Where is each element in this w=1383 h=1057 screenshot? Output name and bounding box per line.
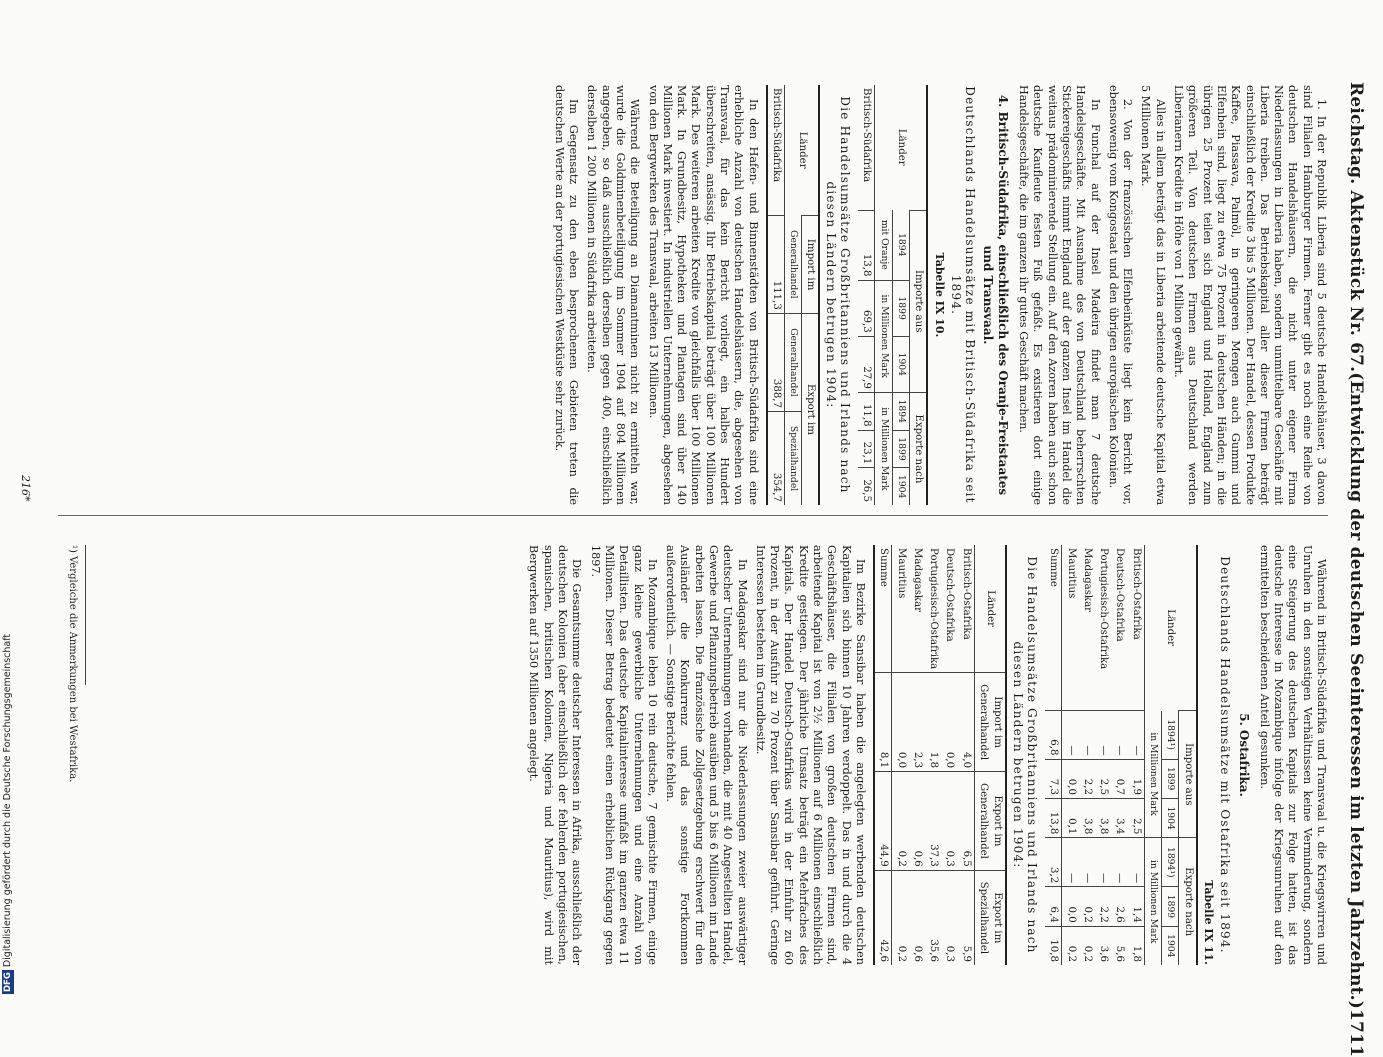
table-row bbox=[858, 85, 875, 505]
header-oranje: mit Oranje bbox=[875, 210, 892, 280]
row-name: Deutsch-Ostafrika bbox=[1114, 548, 1126, 642]
header-year: 1904 bbox=[1162, 926, 1179, 965]
table-caption: Die Handelsumsätze Großbritanniens und Irlands nach diesen Ländern betrugen 1904: bbox=[1010, 556, 1039, 954]
row-name: Portugiesisch-Ostafrika bbox=[928, 548, 940, 670]
cell-value: 0,0 bbox=[1062, 887, 1079, 926]
cell-value: 11,8 bbox=[858, 392, 875, 430]
footnote: ¹) Vergleiche die Anmerkungen bei Westafrika. bbox=[67, 545, 78, 783]
header-year: 1904 bbox=[1162, 798, 1179, 837]
table-sum-row bbox=[1045, 545, 1062, 965]
cell-value: 2,2 bbox=[1095, 887, 1111, 926]
cell-value: 44,9 bbox=[874, 772, 892, 871]
table-row bbox=[957, 545, 974, 965]
header-year: 1899 bbox=[1162, 887, 1179, 926]
dfg-logo: DFG bbox=[3, 972, 13, 992]
cell-value: 2,3 bbox=[909, 673, 925, 772]
cell-value: 2,5 bbox=[1095, 759, 1111, 798]
cell-value: 3,6 bbox=[1095, 926, 1111, 965]
row-name: Mauritius bbox=[895, 548, 907, 599]
paragraph-liberia: 1. In der Republik Liberia sind 5 deutsche Handelshäuser, 3 davon sind Filialen Hamburger Firmen. Ferner gibt es noch eine Reihe von deutschen Handelshäusern, die nicht unter eigener Firma Niederlassungen in Liberia haben, sondern unmittelbare Geschäfte mit Liberia treiben. Das Betriebskapital aller dieser Firmen beträgt einschließlich der Kredite 3 bis 5 Millionen. Der Handel, dessen Produkte Kaffee, Piassava, Palmöl, in geringeren Mengen auch Gummi und Elfenbein sind, liegt zu etwa 75 Prozent in deutschen Händen; in die übrigen 25 Prozent teilen sich England und Holland, England zum größeren Teil. Von deutschen Firmen aus Deutschland werden Liberianern Kredite in Höhe von 1 Million gewährt. bbox=[1172, 85, 1328, 505]
trade-table-suedafrika bbox=[858, 85, 928, 505]
header-spezialhandel: Spezialhandel bbox=[784, 412, 801, 505]
header-year: 1894 bbox=[892, 210, 909, 280]
cell-value: 1,8 bbox=[925, 673, 941, 772]
cell-value: — bbox=[1079, 711, 1095, 759]
header-year: 1899 bbox=[892, 280, 909, 336]
column-left bbox=[58, 85, 1328, 505]
uk-trade-table-ostafrika bbox=[873, 545, 1007, 965]
cell-value: 388,7 bbox=[767, 313, 785, 411]
table-sum-row bbox=[874, 545, 892, 965]
cell-value: — bbox=[1127, 838, 1144, 887]
cell-value: 0,2 bbox=[1079, 887, 1095, 926]
row-name: Mauritius bbox=[1065, 548, 1077, 599]
cell-value: — bbox=[1095, 838, 1111, 887]
table-caption: Deutschlands Handelsumsätze mit Britisch-Südafrika seit 1894. bbox=[948, 86, 978, 504]
cell-value: 42,6 bbox=[874, 870, 892, 965]
cell-value: 2,2 bbox=[1079, 759, 1095, 798]
paragraph-kriegsunruhen: Während in Britisch-Südafrika und Transvaal u. die Kriegswirren und Unruhen in den sonstigen Verhältnissen keine Verminderung, sondern eine Steigerung des deutschen Kapitals zur Folge hatten, ist das deutsche Interesse in Mozambique infolge der Kriegsunruhen auf den ermittelten bescheidenen Anteil gesunken. bbox=[1257, 545, 1328, 965]
paragraph-liberia-total: Alles in allem beträgt das in Liberia arbeitende deutsche Kapital etwa 5 Millionen Mark. bbox=[1139, 85, 1167, 505]
header-year: 1899 bbox=[1162, 759, 1179, 798]
header-exporte: Exporte nach bbox=[909, 392, 927, 505]
row-name: Britisch-Südafrika bbox=[861, 88, 873, 183]
table-caption: Die Handelsumsätze Großbritanniens und Irlands nach diesen Ländern betrugen 1904: bbox=[823, 96, 853, 494]
row-name: Deutsch-Ostafrika bbox=[944, 548, 956, 642]
cell-value: 4,0 bbox=[957, 673, 974, 772]
cell-value: — bbox=[1079, 838, 1095, 887]
header-laender: Länder bbox=[1144, 545, 1196, 711]
cell-value: 0,6 bbox=[909, 870, 925, 965]
table-label: Tabelle IX 11. bbox=[1201, 880, 1215, 965]
cell-value: 2,5 bbox=[1127, 798, 1144, 837]
cell-value: — bbox=[1062, 711, 1079, 759]
cell-value: — bbox=[1127, 711, 1144, 759]
cell-value: 27,9 bbox=[858, 336, 875, 392]
cell-value: 0,0 bbox=[892, 673, 909, 772]
row-name: Britisch-Ostafrika bbox=[1130, 548, 1142, 640]
cell-value: 7,3 bbox=[1045, 759, 1062, 798]
cell-value: 111,3 bbox=[767, 216, 785, 314]
footnote-rule bbox=[85, 545, 86, 685]
cell-value: 0,0 bbox=[941, 673, 957, 772]
header-year: 1894 bbox=[892, 392, 909, 430]
header-reichstag: Reichstag. Aktenstück Nr. 67. bbox=[1346, 82, 1366, 373]
cell-value: 3,4 bbox=[1111, 798, 1127, 837]
header-laender: Länder bbox=[784, 85, 819, 216]
header-importe: Importe aus bbox=[909, 210, 927, 392]
header-generalhandel: Generalhandel bbox=[784, 313, 801, 411]
cell-value: 69,3 bbox=[858, 280, 875, 336]
header-year: 1894¹) bbox=[1162, 838, 1179, 887]
cell-value: 35,6 bbox=[925, 870, 941, 965]
cell-value: 0,1 bbox=[1062, 798, 1079, 837]
paragraph-sansibar: Im Bezirke Sansibar haben die angelegten werbenden deutschen Kapitalien sich binnen 10 Jahren verdoppelt. Das in und durch die 4 Geschäftshäuser, die Filialen von großen deutschen Firmen sind, arbeitende Kapital ist von 2½ Millionen auf 6 Millionen einschließlich Kredite gestiegen. Der jährliche Umsatz beträgt ein Mehrfaches des Kapitals. Der Handel Deutsch-Ostafrikas wird in der Einfuhr zu 60 Prozent, in der Ausfuhr zu 70 Prozent über Sansibar geführt. Geringe Interessen bestehen im Grundbesitz. bbox=[753, 545, 867, 965]
header-export: Export im bbox=[802, 313, 820, 505]
paragraph-minen: Während die Beteiligung an Diamantminen nicht zu ermitteln war, wurde die Goldminenbeteiligung im Sommer 1904 auf 804 Millionen angegeben, so daß ausschließlich derselben gegen 400, einschließlich derselben 1 200 Millionen in Südafrika arbeiteten. bbox=[585, 85, 642, 505]
cell-value: 0,2 bbox=[1062, 926, 1079, 965]
cell-value: 0,2 bbox=[892, 870, 909, 965]
digitization-text: Digitalisierung gefördert durch die Deutsche Forschungsgemeinschaft bbox=[2, 633, 13, 968]
cell-value: — bbox=[1111, 838, 1127, 887]
table-row bbox=[1111, 545, 1127, 965]
paragraph-suedafrika-haeuser: In den Hafen- und Binnenstädten von Britisch-Südafrika sind eine erhebliche Anzahl von deutschen Handelshäusern, die, abgesehen von Transvaal, für das kein Bericht vorliegt, ein halbes Hundert überschreiten, ansässig. Ihr Betriebskapital beträgt über 100 Millionen Mark. Des weiteren arbeiten Kredite von gleichfalls über 100 Millionen Mark. In Grundbesitz, Hypotheken und Plantagen sind über 140 Millionen Mark investiert. In industriellen Unternehmungen, abgesehen von den Bergwerken des Transvaal, arbeiten 13 Millionen. bbox=[646, 85, 760, 505]
cell-value: 6,5 bbox=[957, 772, 974, 871]
row-name: Portugiesisch-Ostafrika bbox=[1098, 548, 1110, 670]
header-year: 1894¹) bbox=[1162, 711, 1179, 759]
cell-value: 1,4 bbox=[1127, 887, 1144, 926]
header-laender: Länder bbox=[875, 85, 927, 210]
header-unit: in Millionen Mark bbox=[1144, 711, 1161, 838]
table-label: Tabelle IX 10. bbox=[932, 252, 946, 338]
page-header bbox=[1341, 82, 1371, 1057]
cell-value: 0,3 bbox=[941, 870, 957, 965]
paragraph-gesamtsumme: Die Gesamtsumme deutscher Interessen in Afrika, ausschließlich der deutschen Kolonien (aber einschließlich der fehlenden portugiesischen, spanischen, britischen Kolonien, Nigeria und Mauritius), wird mit Bergwerken auf 1350 Millionen angelegt. bbox=[527, 545, 584, 965]
cell-value: 3,2 bbox=[1045, 838, 1062, 887]
cell-value: — bbox=[1095, 711, 1111, 759]
cell-value: 23,1 bbox=[858, 430, 875, 468]
row-name: Britisch-Südafrika bbox=[770, 88, 782, 183]
cell-value: 0,3 bbox=[941, 772, 957, 871]
cell-value: 354,7 bbox=[767, 412, 785, 505]
section-heading-ostafrika: 5. Ostafrika. bbox=[1236, 713, 1251, 797]
header-year: 1899 bbox=[892, 430, 909, 468]
cell-value: 5,6 bbox=[1111, 926, 1127, 965]
cell-value: 1,8 bbox=[1127, 926, 1144, 965]
header-generalhandel: Generalhandel bbox=[784, 216, 801, 314]
cell-value: 5,9 bbox=[957, 870, 974, 965]
cell-value: 13,8 bbox=[858, 210, 875, 280]
table-row bbox=[767, 85, 785, 505]
header-export-general: Export im Generalhandel bbox=[974, 772, 1006, 871]
cell-value: 1,9 bbox=[1127, 759, 1144, 798]
paragraph-madagaskar: In Madagaskar sind nur die Niederlassungen zweier auswärtiger deutscher Unternehmungen vorhanden, die mit 40 Angestellten Handel, Gewerbe und Pflanzungsbetrieb ausüben und 5 bis 6 Millionen im Lande arbeiten lassen. Die französische Zollgesetzgebung erschwert für den Ausländer die Konkurrenz und das sonstige Fortkommen außerordentlich. — Sonstige Berichte fehlen. bbox=[664, 545, 749, 965]
header-unit: in Millionen Mark bbox=[875, 280, 892, 392]
header-export-spezial: Export im Spezialhandel bbox=[974, 870, 1006, 965]
row-name: Madagaskar bbox=[911, 548, 923, 613]
header-import: Import im bbox=[802, 216, 820, 314]
cell-value: 0,7 bbox=[1111, 759, 1127, 798]
column-right bbox=[58, 545, 1328, 965]
cell-value: 3,8 bbox=[1095, 798, 1111, 837]
cell-value: 8,1 bbox=[874, 673, 892, 772]
digitization-note bbox=[0, 0, 16, 1000]
table-caption: Deutschlands Handelsumsätze mit Ostafrika seit 1894. bbox=[1218, 556, 1233, 954]
cell-value: 13,8 bbox=[1045, 798, 1062, 837]
cell-value: 6,4 bbox=[1045, 887, 1062, 926]
paragraph-madeira: In Funchal auf der Insel Madeira findet man 7 deutsche Handelsgeschäfte. Mit Ausnahme des von Deutschland beherrschten Stickereigeschäfts nimmt England auf der ganzen Insel im Handel die weitaus prädominierende Stellung ein. Auf den Azoren haben auch schon deutsche Kaufleute festen Fuß gefaßt. Es existieren dort einige Handelsgeschäfte, die im ganzen ihr gutes Geschäft machen. bbox=[1017, 85, 1102, 505]
row-name: Britisch-Ostafrika bbox=[960, 548, 972, 640]
cell-value: 3,8 bbox=[1079, 798, 1095, 837]
row-name: Summe bbox=[1045, 545, 1062, 711]
table-row bbox=[1079, 545, 1095, 965]
page-footer-number: 216* bbox=[19, 475, 32, 502]
table-row bbox=[909, 545, 925, 965]
row-name: Summe bbox=[874, 545, 892, 673]
table-row bbox=[1062, 545, 1079, 965]
cell-value: 10,8 bbox=[1045, 926, 1062, 965]
cell-value: 0,6 bbox=[909, 772, 925, 871]
header-year: 1904 bbox=[892, 468, 909, 505]
paragraph-elfenbeinkueste: 2. Von der französischen Elfenbeinküste liegt kein Bericht vor, ebensowenig vom Kongostaat und den übrigen europäischen Kolonien. bbox=[1106, 85, 1135, 505]
cell-value: — bbox=[1111, 711, 1127, 759]
table-row bbox=[941, 545, 957, 965]
paragraph-mozambique: In Mozambique leben 10 rein deutsche, 7 gemischte Firmen, einige ganz kleine gewerbliche Unternehmungen und eine Anzahl von Detaillisten. Das deutsche Kapitalinteresse umfaßt im ganzen etwa 11 Millionen. Dieser Betrag bedeutet einen erheblichen Rückgang gegen 1897. bbox=[588, 545, 659, 965]
cell-value: 0,0 bbox=[1062, 759, 1079, 798]
cell-value: 37,3 bbox=[925, 772, 941, 871]
header-laender: Länder bbox=[974, 545, 1006, 673]
table-row bbox=[1095, 545, 1111, 965]
paragraph-westkueste: Im Gegensatz zu den eben besprochenen Gebieten treten die deutschen Werte an der portugiesischen Westküste sehr zurück. bbox=[552, 85, 581, 505]
cell-value: 0,2 bbox=[1079, 926, 1095, 965]
table-row bbox=[892, 545, 909, 965]
cell-value: 6,8 bbox=[1045, 711, 1062, 759]
header-unit: in Millionen Mark bbox=[875, 392, 892, 505]
cell-value: 0,2 bbox=[892, 772, 909, 871]
cell-value: 26,5 bbox=[858, 468, 875, 505]
table-row bbox=[1127, 545, 1144, 965]
cell-value: — bbox=[1062, 838, 1079, 887]
header-exporte: Exporte nach bbox=[1179, 838, 1197, 965]
row-name: Madagaskar bbox=[1081, 548, 1093, 613]
header-import-general: Import im Generalhandel bbox=[974, 673, 1006, 772]
cell-value: 2,6 bbox=[1111, 887, 1127, 926]
column-divider bbox=[58, 515, 1328, 516]
section-heading-suedafrika: 4. Britisch-Südafrika, einschließlich des Oranje-Freistaates und Transvaal. bbox=[981, 94, 1010, 496]
uk-trade-table-suedafrika bbox=[766, 85, 821, 505]
header-page-number: 1711 bbox=[1346, 1009, 1366, 1057]
header-title: (Entwicklung der deutschen Seeinteressen im letzten Jahrzehnt.) bbox=[1346, 372, 1366, 1010]
header-year: 1904 bbox=[892, 336, 909, 392]
header-unit: in Millionen Mark bbox=[1144, 838, 1161, 965]
table-row bbox=[925, 545, 941, 965]
trade-table-ostafrika bbox=[1045, 545, 1198, 965]
header-importe: Importe aus bbox=[1179, 711, 1197, 838]
